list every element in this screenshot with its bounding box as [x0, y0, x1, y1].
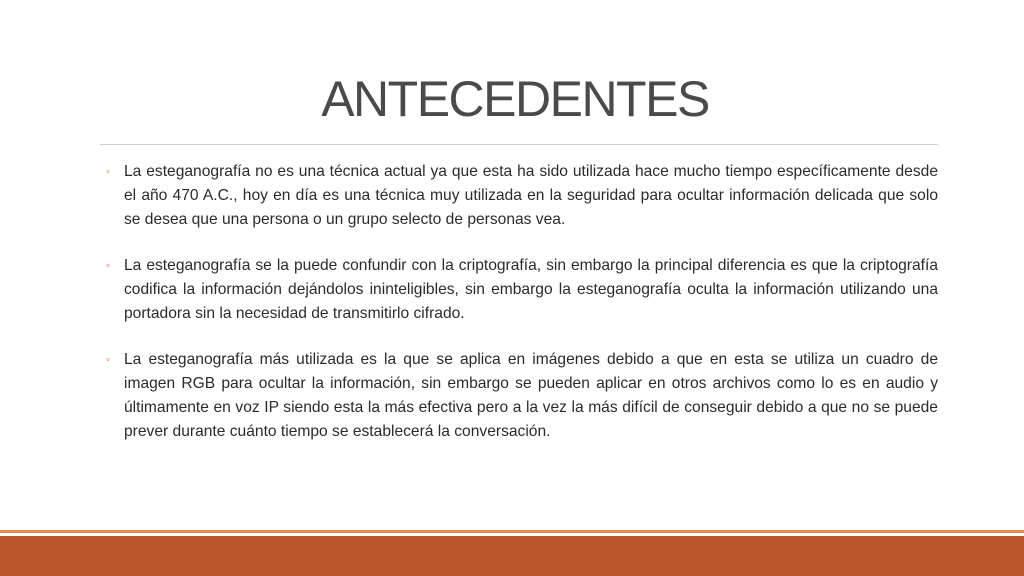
bullet-text-1: La esteganografía no es una técnica actual ya que esta ha sido utilizada hace mucho tiempo específicamente desde el año 470 A.C., hoy en día es una técnica muy utilizada en la seguridad para ocultar información delicada que solo se desea que una persona o un grupo selecto de personas vea.: [124, 163, 938, 228]
bullet-item-2: [104, 254, 938, 326]
slide-body: [104, 160, 938, 466]
bullet-item-3: [104, 348, 938, 444]
footer-accent-line: [0, 530, 1024, 533]
footer-accent-bar: [0, 536, 1024, 576]
bullet-text-3: La esteganografía más utilizada es la que se aplica en imágenes debido a que en esta se utiliza un cuadro de imagen RGB para ocultar la información, sin embargo se pueden aplicar en otros archivos como lo es en audio y últimamente en voz IP siendo esta la más efectiva pero a la vez la más difícil de conseguir debido a que no se puede prever durante cuánto tiempo se establecerá la conversación.: [124, 351, 938, 440]
bullet-circle-icon: ◦: [106, 260, 110, 272]
bullet-circle-icon: ◦: [106, 166, 110, 178]
title-divider: [100, 144, 938, 145]
bullet-text-2: La esteganografía se la puede confundir con la criptografía, sin embargo la principal diferencia es que la criptografía codifica la información dejándolos ininteligibles, sin embargo la esteganografía oculta la información utilizando una portadora sin la necesidad de transmitirlo cifrado.: [124, 257, 938, 322]
bullet-item-1: [104, 160, 938, 232]
bullet-circle-icon: ◦: [106, 354, 110, 366]
slide-title: ANTECEDENTES: [321, 71, 709, 127]
